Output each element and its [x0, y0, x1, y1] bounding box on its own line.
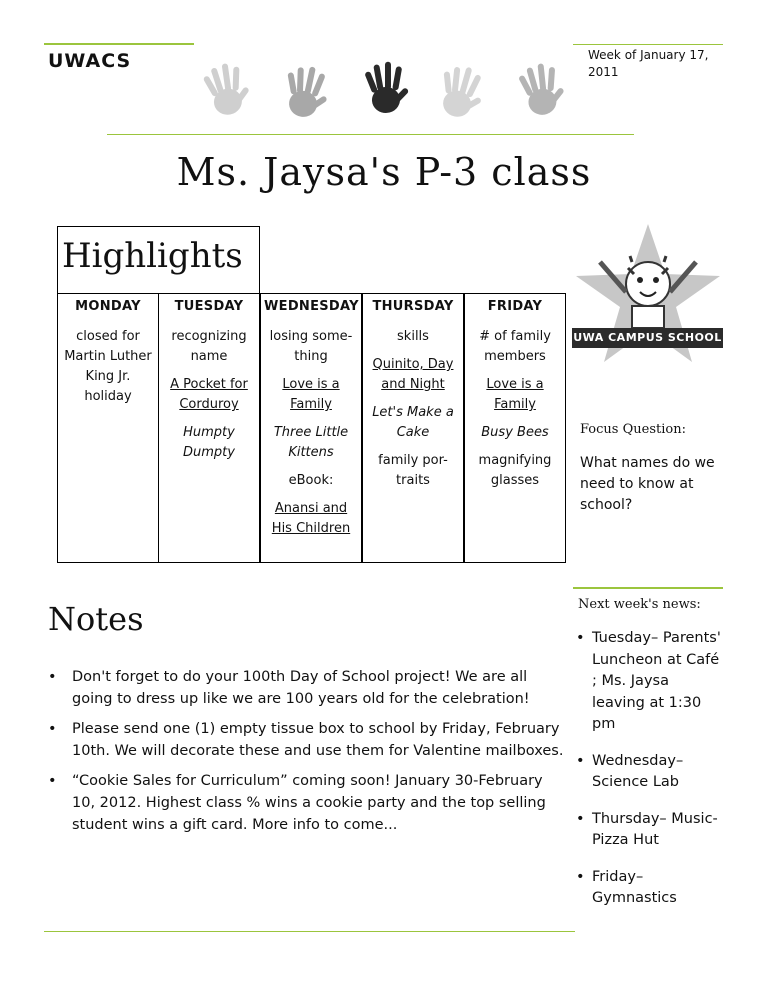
day-item: eBook: [288, 473, 334, 488]
focus-question-text: What names do we need to know at school? [580, 455, 715, 513]
day-heading: WEDNESDAY [264, 299, 359, 314]
day-item: recognizing name [171, 329, 247, 364]
next-week-item: • Thursday– Music-Pizza Hut [576, 809, 726, 852]
day-column-monday [57, 293, 159, 563]
next-week-item: • Wednesday– Science Lab [576, 751, 726, 794]
day-column-friday [464, 293, 566, 563]
day-item: Love is a Family [486, 377, 544, 412]
logo-text: UWA CAMPUS SCHOOL [573, 331, 722, 344]
tiger-star-icon [570, 222, 725, 374]
header-rule-left [44, 43, 194, 45]
day-item: Three Little Kittens [273, 425, 349, 460]
day-item: skills [397, 329, 429, 344]
day-item: # of family members [479, 329, 551, 364]
note-item: • “Cookie Sales for Curriculum” coming soon! January 30-February 10, 2012. Highest class % wins a cookie party and the top selling student wins a gift card. More info to come... [48, 770, 568, 836]
day-heading: THURSDAY [372, 299, 454, 314]
day-column-tuesday [158, 293, 260, 563]
next-week-rule [573, 587, 723, 589]
footer-rule [44, 931, 575, 932]
handprints-icon [195, 50, 575, 125]
next-week-label: Next week's news: [578, 597, 701, 612]
page-title: Ms. Jaysa's P-3 class [176, 150, 592, 194]
day-item: A Pocket for Corduroy [170, 377, 248, 412]
header-rule-right [573, 44, 723, 45]
note-item: • Don't forget to do your 100th Day of School project! We are all going to dress up like we are 100 years old for the celebration! [48, 666, 568, 710]
notes-list [48, 666, 568, 844]
day-item: magnifying glasses [478, 453, 552, 488]
highlights-title: Highlights [62, 236, 243, 276]
day-column-wednesday [260, 293, 362, 563]
notes-title: Notes [48, 600, 144, 638]
next-week-item: • Tuesday– Parents' Luncheon at Café ; Ms. Jaysa leaving at 1:30 pm [576, 628, 726, 736]
week-date: Week of January 17, 2011 [588, 48, 709, 79]
day-item: Quinito, Day and Night [372, 357, 454, 392]
day-column-thursday [362, 293, 464, 563]
next-week-item: • Friday– Gymnastics [576, 867, 726, 910]
day-heading: FRIDAY [487, 299, 543, 314]
note-item: • Please send one (1) empty tissue box to school by Friday, February 10th. We will decorate these and use them for Valentine mailboxes. [48, 718, 568, 762]
day-item: Busy Bees [481, 425, 549, 440]
focus-question-label: Focus Question: [580, 422, 686, 437]
day-item: Love is a Family [282, 377, 340, 412]
day-item: Anansi and His Children [271, 501, 351, 536]
day-heading: MONDAY [75, 299, 141, 314]
day-heading: TUESDAY [174, 299, 244, 314]
org-name: UWACS [48, 50, 132, 72]
day-item: closed for Martin Luther King Jr. holiday [64, 329, 152, 404]
next-week-list [576, 628, 726, 925]
day-item: losing some-thing [269, 329, 353, 364]
day-item: family por-traits [378, 453, 448, 488]
day-item: Let's Make a Cake [372, 405, 454, 440]
title-rule [107, 134, 634, 135]
day-item: Humpty Dumpty [183, 425, 235, 460]
